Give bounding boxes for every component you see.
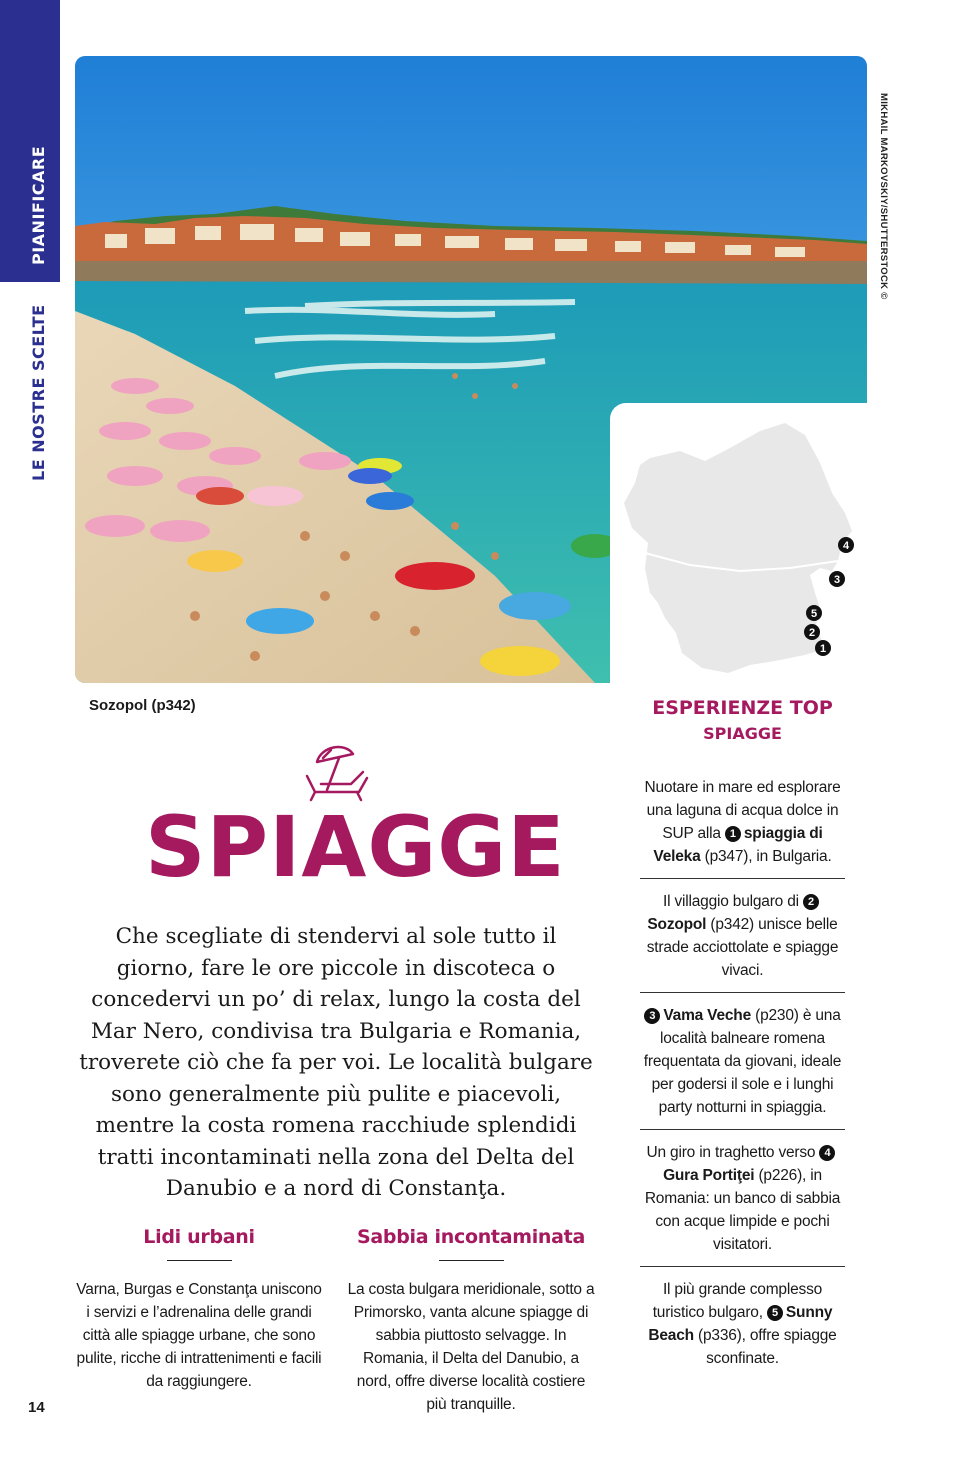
- svg-text:1: 1: [819, 643, 827, 655]
- number-badge: 1: [725, 826, 741, 842]
- map-marker-3: [829, 571, 845, 587]
- divider: [439, 1260, 504, 1261]
- map-marker-4: [838, 537, 854, 553]
- section-label: PIANIFICARE: [29, 145, 48, 265]
- svg-text:4: 4: [842, 540, 850, 552]
- place-name: Vama Veche: [663, 1007, 751, 1024]
- place-name: Sunny Beach: [648, 1304, 833, 1344]
- column-text: Varna, Burgas e Constanţa uniscono i servizi e l’adrenalina delle grandi città alle spiagge urbane, che sono pulite, ricche di intrattenimenti e facili da raggiungere.: [76, 1281, 322, 1390]
- column-text: La costa bulgara meridionale, sotto a Primorsko, vanta alcune spiagge di sabbia piuttosto selvagge. In Romania, il Delta del Danubio, a nord, offre diverse località costiere più tranquille.: [347, 1281, 595, 1413]
- place-name: Sozopol: [647, 916, 707, 933]
- intro-text: Che scegliate di stendervi al sole tutto il giorno, fare le ore piccole in discoteca o concedervi un po’ di relax, lungo la costa del Mar Nero, condivisa tra Bulgaria e Romania, troverete ciò che fa per voi. Le località bulgare sono generalmente più pulite e piacevoli, mentre la costa romena racchiude splendidi tratti incontaminati nella zona del Delta del Danubio e a nord di Constanţa.: [79, 924, 593, 1201]
- number-badge: 2: [803, 894, 819, 910]
- divider: [640, 1266, 845, 1267]
- column-heading: Sabbia incontaminata: [356, 1226, 585, 1248]
- top-experiences-subtitle: SPIAGGE: [703, 724, 782, 743]
- page-number: 14: [28, 1399, 45, 1416]
- svg-text:2: 2: [808, 627, 816, 639]
- list-item: Nuotare in mare ed esplorare una laguna di acqua dolce in SUP alla 1 spiaggia di Veleka (p347), in Bulgaria.: [644, 779, 841, 865]
- subsection-label: LE NOSTRE SCELTE: [29, 304, 48, 481]
- list-item: 3 Vama Veche (p230) è una località balneare romena frequentata da giovani, ideale per godersi il sole e i lunghi party notturni in spiaggia.: [643, 1007, 842, 1116]
- column-heading: Lidi urbani: [143, 1226, 255, 1248]
- column-urban-beaches: [74, 1226, 324, 1393]
- location-map: [610, 403, 867, 683]
- page-title: SPIAGGE: [145, 798, 566, 896]
- number-badge: 5: [767, 1305, 783, 1321]
- photo-caption: Sozopol (p342): [89, 697, 196, 714]
- divider: [167, 1260, 232, 1261]
- divider: [640, 992, 845, 993]
- place-name: Gura Portiţei: [663, 1167, 755, 1184]
- divider: [640, 878, 845, 879]
- photo-credit: MIKHAIL MARKOVSKIY/SHUTTERSTOCK ©: [878, 93, 889, 300]
- top-experiences-list: [640, 776, 845, 1370]
- column-wild-sand: [346, 1226, 596, 1416]
- map-marker-1: [815, 640, 831, 656]
- list-item: Un giro in traghetto verso 4Gura Portiţei (p226), in Romania: un banco di sabbia con acque limpide e pochi visitatori.: [644, 1144, 841, 1253]
- list-item: Il villaggio bulgaro di 2Sozopol (p342) unisce belle strade acciottolate e spiagge vivaci.: [646, 893, 839, 979]
- map-marker-2: [804, 624, 820, 640]
- place-name: spiaggia di Veleka: [653, 825, 823, 865]
- top-experiences-title: ESPERIENZE TOP: [652, 697, 833, 719]
- top-experiences-heading: [640, 697, 845, 743]
- list-item: Il più grande complesso turistico bulgaro, 5 Sunny Beach (p336), offre spiagge sconfinate.: [648, 1281, 837, 1367]
- svg-text:3: 3: [833, 574, 841, 586]
- svg-text:5: 5: [810, 608, 818, 620]
- number-badge: 4: [819, 1145, 835, 1161]
- divider: [640, 1129, 845, 1130]
- map-marker-5: [806, 605, 822, 621]
- number-badge: 3: [644, 1008, 660, 1024]
